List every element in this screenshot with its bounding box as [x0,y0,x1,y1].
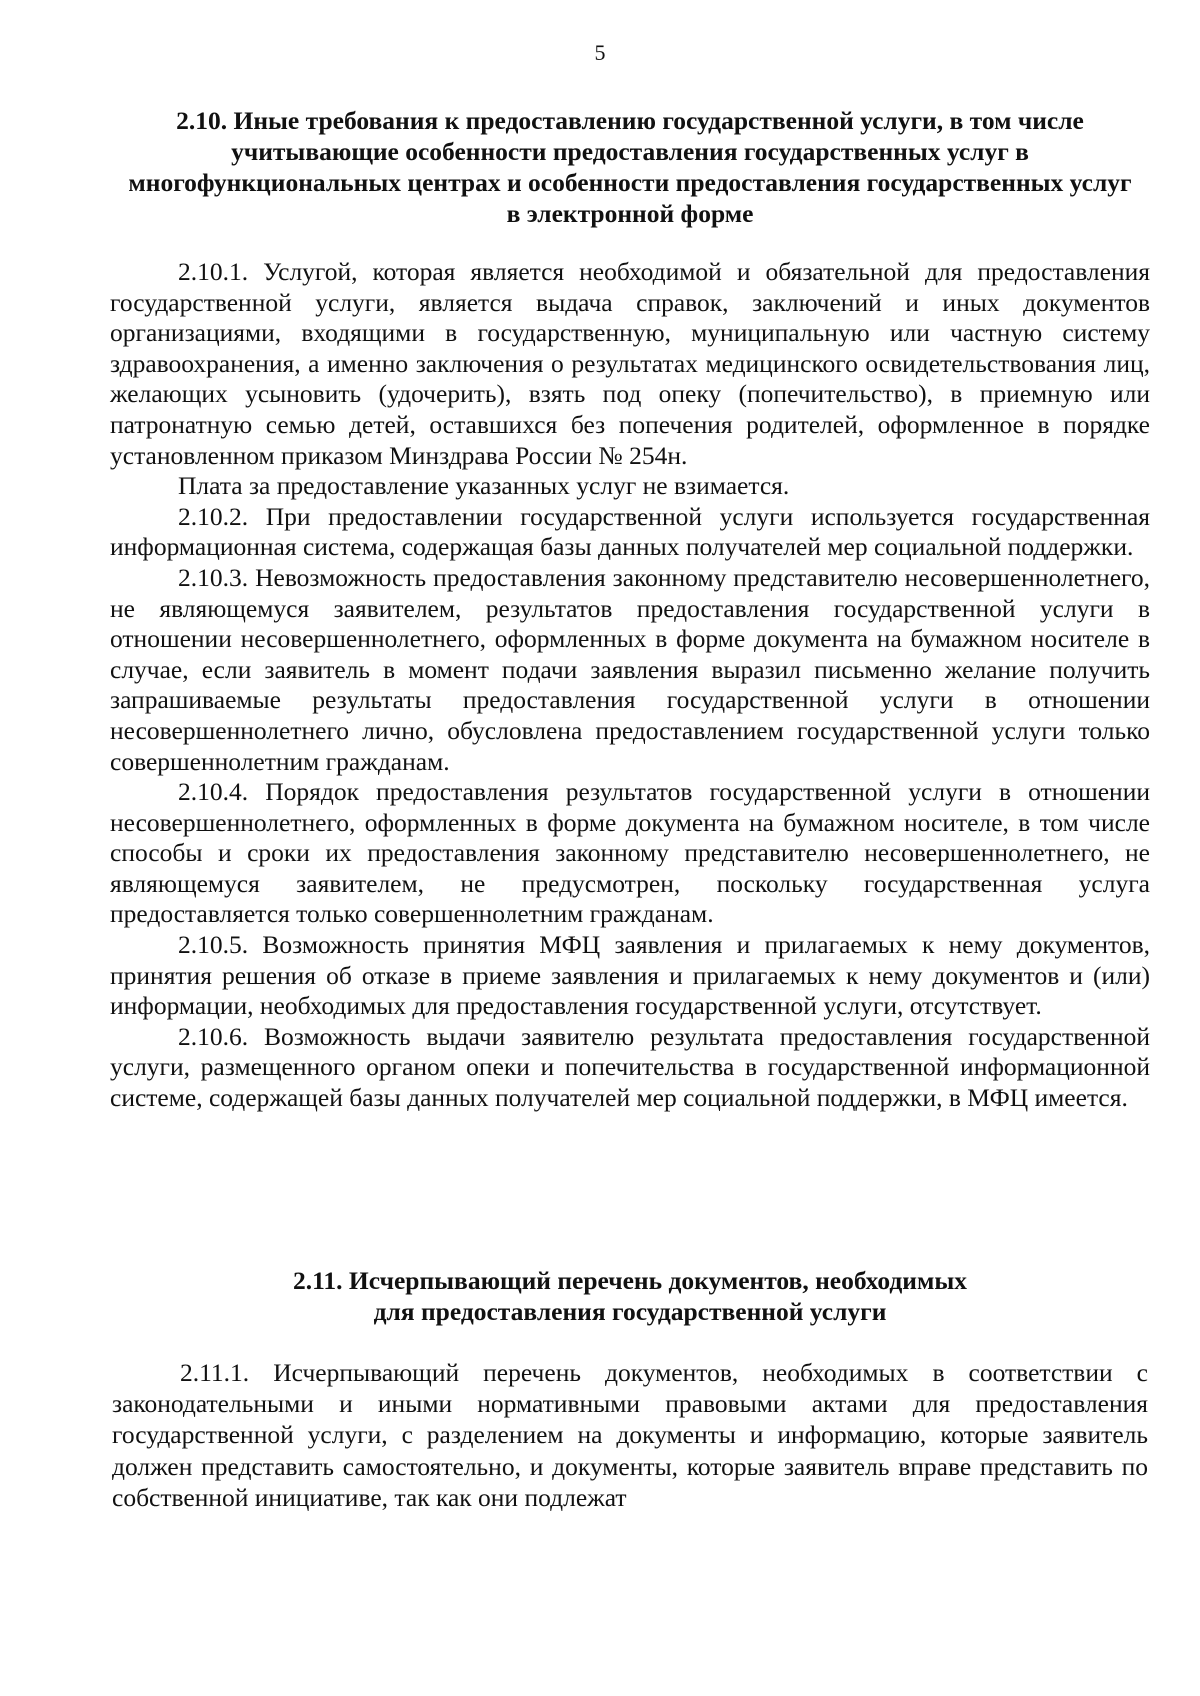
section-2-11-body [112,1357,1148,1513]
paragraph-fee: Плата за предоставление указанных услуг не взимается. [178,471,790,501]
paragraph-2-10-2: 2.10.2. При предоставлении государственной услуги используется государственная информационная система, содержащая базы данных получателей мер социальной поддержки. [110,501,1150,562]
page-number: 5 [594,40,606,65]
section-2-10-body [110,257,1150,1114]
paragraph-2-10-4: 2.10.4. Порядок предоставления результатов государственной услуги в отношении несовершеннолетнего, оформленных в форме документа на бумажном носителе, в том числе способы и сроки их предоставления законному представителю несовершеннолетнего, не являющемуся заявителем, не предусмотрен, поскольку государственная услуга предоставляется только совершеннолетним гражданам. [110,777,1150,929]
paragraph-2-11-1: 2.11.1. Исчерпывающий перечень документов, необходимых в соответствии с законодательными и иными нормативными правовыми актами для предоставления государственной услуги, с разделением на документы и информацию, которые заявитель должен представить самостоятельно, и документы, которые заявитель вправе представить по собственной инициативе, так как они подлежат [112,1358,1148,1512]
paragraph-2-10-3: 2.10.3. Невозможность предоставления законному представителю несовершеннолетнего, не являющемуся заявителем, результатов предоставления государственной услуги в отношении несовершеннолетнего, оформленных в форме документа на бумажном носителе в случае, если заявитель в момент подачи заявления выразил письменно желание получить запрашиваемые результаты предоставления государственной услуги в отношении несовершеннолетнего лично, обусловлена предоставлением государственной услуги только совершеннолетним гражданам. [110,562,1150,776]
section-2-11-heading-line2: для предоставления государственной услуги [373,1297,887,1326]
section-2-11-heading [110,1265,1150,1327]
section-2-10-heading: 2.10. Иные требования к предоставлению государственной услуги, в том числе учитывающие особенности предоставления государственных услуг в многофункциональных центрах и особенности предоставления государственных услуг в электронной форме [128,106,1132,228]
section-2-11-heading-line1: 2.11. Исчерпывающий перечень документов, необходимых [292,1266,968,1295]
paragraph-2-10-5: 2.10.5. Возможность принятия МФЦ заявления и прилагаемых к нему документов, принятия решения об отказе в приеме заявления и прилагаемых к нему документов и (или) информации, необходимых для предоставления государственной услуги, отсутствует. [110,930,1150,1021]
paragraph-2-10-6: 2.10.6. Возможность выдачи заявителю результата предоставления государственной услуги, размещенного органом опеки и попечительства в государственной информационной системе, содержащей базы данных получателей мер социальной поддержки, в МФЦ имеется. [110,1021,1150,1113]
paragraph-2-10-1: 2.10.1. Услугой, которая является необходимой и обязательной для предоставления государственной услуги, является выдача справок, заключений и иных документов организациями, входящими в государственную, муниципальную или частную систему здравоохранения, а именно заключения о результатах медицинского освидетельствования лиц, желающих усыновить (удочерить), взять под опеку (попечительство), в приемную или патронатную семью детей, оставшихся без попечения родителей, оформленное в порядке установленном приказом Минздрава России № 254н. [110,257,1150,470]
